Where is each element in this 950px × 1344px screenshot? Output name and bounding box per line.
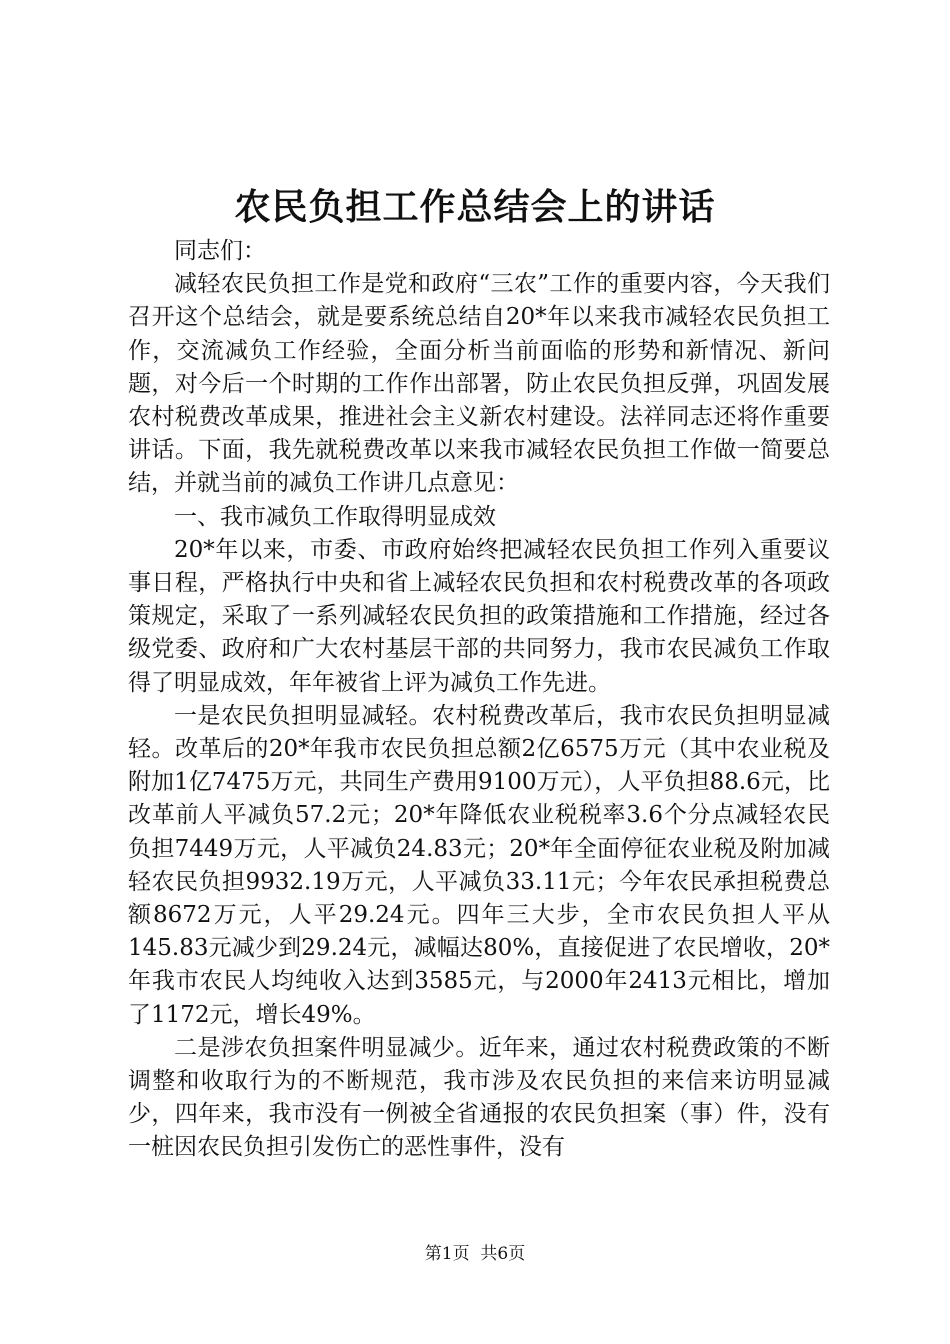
document-title: 农民负担工作总结会上的讲话	[234, 186, 716, 228]
paragraph-point-two: 二是涉农负担案件明显减少。近年来，通过农村税费政策的不断调整和收取行为的不断规范，我市涉及农民负担的来信来访明显减少，四年来，我市没有一例被全省通报的农民负担案（事）件，没有一桩因农民负担引发伤亡的恶性事件，没有	[128, 1034, 830, 1161]
document-body	[128, 235, 830, 1165]
paragraph-achievements: 20*年以来，市委、市政府始终把减轻农民负担工作列入重要议事日程，严格执行中央和省上减轻农民负担和农村税费改革的各项政策规定，采取了一系列减轻农民负担的政策措施和工作措施，经过各级党委、政府和广大农村基层干部的共同努力，我市农民减负工作取得了明显成效，年年被省上评为减负工作先进。	[128, 536, 830, 696]
page-number: 第1页	[424, 1244, 470, 1264]
paragraph-intro: 减轻农民负担工作是党和政府“三农”工作的重要内容，今天我们召开这个总结会，就是要系统总结自20*年以来我市减轻农民负担工作，交流减负工作经验，全面分析当前面临的形势和新情况、新问题，对今后一个时期的工作作出部署，防止农民负担反弹，巩固发展农村税费改革成果，推进社会主义新农村建设。法祥同志还将作重要讲话。下面，我先就税费改革以来我市减轻农民负担工作做一简要总结，并就当前的减负工作讲几点意见：	[128, 271, 830, 497]
paragraph-point-one: 一是农民负担明显减轻。农村税费改革后，我市农民负担明显减轻。改革后的20*年我市农民负担总额2亿6575万元（其中农业税及附加1亿7475万元，共同生产费用9100万元），人平负担88.6元，比改革前人平减负57.2元；20*年降低农业税税率3.6个分点减轻农民负担7449万元，人平减负24.83元；20*年全面停征农业税及附加减轻农民负担9932.19万元，人平减负33.11元；今年农民承担税费总额8672万元，人平29.24元。四年三大步，全市农民负担人平从145.83元减少到29.24元，减幅达80%，直接促进了农民增收，20*年我市农民人均纯收入达到3585元，与2000年2413元相比，增加了1172元，增长49%。	[128, 702, 830, 1028]
section-heading: 一、我市减负工作取得明显成效	[174, 503, 496, 530]
salutation: 同志们：	[174, 238, 266, 264]
page-total: 共6页	[480, 1244, 526, 1264]
page-footer	[0, 1242, 950, 1266]
